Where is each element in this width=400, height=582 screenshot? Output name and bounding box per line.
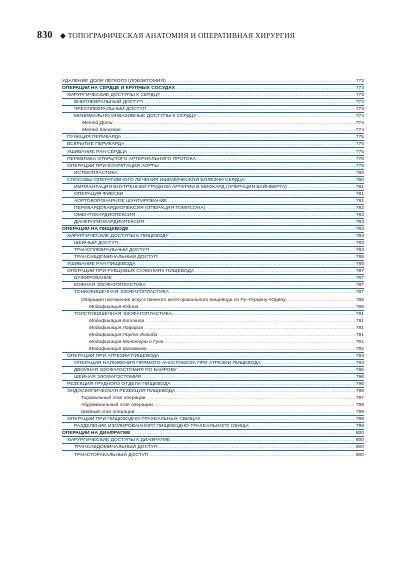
- toc-entry-page: 787: [355, 283, 364, 289]
- toc-entry-title: МИНИМАЛЬНО ИНВАЗИВНЫЕ ДОСТУПЫ К СЕРДЦУ: [74, 114, 197, 120]
- toc-entry-page: 784: [355, 248, 364, 254]
- toc-entry: [62, 345, 364, 352]
- toc-entry-title: ТРАНСПЛЕВРАЛЬНЫЙ ДОСТУП: [74, 248, 150, 254]
- toc-entry: [62, 246, 364, 253]
- toc-entry-page: 785: [355, 255, 364, 261]
- toc-entry: [62, 105, 364, 112]
- toc-entry-title: Модификация Лафарга: [89, 325, 144, 331]
- toc-entry-page: 780: [355, 177, 364, 183]
- entry-rule: [62, 450, 364, 451]
- entry-rule: [62, 380, 364, 381]
- toc-entry-title: ОПЕРАЦИИ ПРИ РУБЦОВЫХ СУЖЕНИЯХ ПИЩЕВОДА: [67, 269, 195, 275]
- toc-entry-title: ЭНДОСКОПИЧЕСКАЯ РЕЗЕКЦИЯ ПИЩЕВОДА: [67, 389, 176, 395]
- toc-entry-page: 800: [355, 452, 364, 458]
- toc-entry-page: 794: [355, 360, 364, 366]
- toc-entry-title: ХИРУРГИЧЕСКИЕ ДОСТУПЫ К ПИЩЕВОДУ: [67, 234, 169, 240]
- toc-entry: [62, 232, 364, 239]
- toc-entry-title: ПУНКЦИЯ ПЕРИКАРДА: [67, 135, 122, 141]
- entry-rule: [62, 218, 364, 219]
- toc-entry-page: 781: [355, 184, 364, 190]
- toc-entry-page: 773: [355, 86, 364, 92]
- entry-rule: [62, 84, 364, 85]
- entry-rule: [62, 232, 364, 233]
- entry-rule: [62, 443, 364, 444]
- toc-entry-title: КОЖНАЯ ЭЗОФАГОПЛАСТИКА: [74, 283, 146, 289]
- entry-rule: [62, 246, 364, 247]
- toc-entry: [62, 98, 364, 105]
- toc-entry-title: ОПЕРАЦИЯ ФИЕСКИ: [74, 191, 124, 197]
- toc-entry: [62, 218, 364, 225]
- toc-entry-title: ОПЕРАЦИИ ПРИ ПИЩЕВОДНО-ТРАХЕАЛЬНЫХ СВИЩАХ: [67, 417, 201, 423]
- toc-entry-page: 800: [355, 431, 364, 437]
- toc-entry: [62, 91, 364, 98]
- toc-entry-page: 774: [355, 107, 364, 113]
- toc-entry: [62, 225, 364, 232]
- toc-entry-title: ОПЕРАЦИИ НА ПИЩЕВОДЕ: [62, 227, 129, 233]
- page-header: [37, 30, 363, 44]
- entry-rule: [62, 422, 364, 423]
- entry-rule: [62, 366, 364, 367]
- toc-entry-title: Торакальный этап операции: [81, 396, 146, 402]
- toc-entry: [62, 176, 364, 183]
- toc-entry-title: ПЕРИКАРДОКАРДИОПЕКСИЯ (ОПЕРАЦИЯ ТОМПСОНА): [74, 205, 206, 211]
- toc-entry-page: 783: [355, 241, 364, 247]
- toc-entry: [62, 155, 364, 162]
- toc-entry-page: 799: [355, 417, 364, 423]
- toc-entry: [62, 253, 364, 260]
- toc-entry-page: 799: [355, 410, 364, 416]
- toc-entry-title: Модификация Шалимова: [89, 346, 147, 352]
- entry-rule: [62, 260, 364, 261]
- toc-entry: [62, 267, 364, 274]
- toc-entry-page: 778: [355, 156, 364, 162]
- toc-entry: [62, 359, 364, 366]
- table-of-contents: [62, 77, 364, 458]
- toc-entry-title: Метод Доти: [82, 121, 113, 127]
- toc-entry: [62, 197, 364, 204]
- toc-entry: [62, 415, 364, 422]
- entry-rule: [62, 133, 364, 134]
- toc-entry-title: ТРАНСАБДОМИНАЛЬНЫЙ ДОСТУП: [74, 445, 158, 451]
- toc-entry-title: ХИРУРГИЧЕСКИЕ ДОСТУПЫ К СЕРДЦУ: [67, 93, 161, 99]
- toc-entry-title: УШИВАНИЕ РАН СЕРДЦА: [67, 149, 128, 155]
- toc-entry-title: ЧРЕСПЛЕВРАЛЬНЫЙ ДОСТУП: [74, 107, 147, 113]
- toc-entry: [62, 317, 364, 324]
- entry-rule: [62, 267, 364, 268]
- toc-entry-title: Операция наложения искусственного антеторакального пищевода по Ру–Герцену–Юдину: [81, 297, 286, 303]
- toc-entry: [62, 126, 364, 133]
- toc-entry-page: 793: [355, 353, 364, 359]
- toc-entry: [62, 260, 364, 267]
- toc-entry-page: 789: [355, 297, 364, 303]
- toc-entry: [62, 162, 364, 169]
- entry-rule: [62, 91, 364, 92]
- entry-rule: [62, 387, 364, 388]
- entry-rule: [62, 429, 364, 430]
- toc-entry: [62, 352, 364, 359]
- toc-entry-title: Модификация Лорта-Жакоба: [89, 332, 158, 338]
- entry-rule: [62, 98, 364, 99]
- toc-entry: [62, 366, 364, 373]
- toc-entry-title: Модификация Юдина: [89, 304, 139, 310]
- toc-entry: [62, 190, 364, 197]
- toc-entry-title: ОПЕРАЦИИ НА СЕРДЦЕ И КРУПНЫХ СОСУДАХ: [62, 86, 176, 92]
- toc-entry-page: 782: [355, 205, 364, 211]
- page-number: 830: [37, 30, 53, 41]
- entry-rule: [62, 162, 364, 163]
- entry-rule: [62, 112, 364, 113]
- toc-entry-page: 783: [355, 219, 364, 225]
- entry-rule: [62, 197, 364, 198]
- toc-entry: [62, 204, 364, 211]
- entry-rule: [62, 253, 364, 254]
- toc-entry-title: Абдоминальный этап операции: [81, 403, 153, 409]
- toc-entry-page: 792: [355, 346, 364, 352]
- toc-entry-title: ДИАФРАГМОКАРДИОПЕКСИЯ: [74, 219, 145, 225]
- toc-entry-title: ХИРУРГИЧЕСКИЕ ДОСТУПЫ К ДИАФРАГМЕ: [67, 438, 171, 444]
- toc-entry: [62, 422, 364, 429]
- toc-entry-title: ДВОЙНАЯ ЭЗОФАГОСТОМИЯ ПО БАЙРОВУ: [74, 367, 177, 373]
- toc-entry-title: ИМПЛАНТАЦИЯ ВНУТРЕННЕЙ ГРУДНОЙ АРТЕРИИ В МИОКАРД (ОПЕРАЦИЯ ВАЙНБЕРГА): [74, 184, 287, 190]
- toc-entry-page: 791: [355, 311, 364, 317]
- entry-rule: [62, 140, 364, 141]
- toc-entry-title: ТРАНСАБДОМИНАЛЬНЫЙ ДОСТУП: [74, 255, 158, 261]
- entry-rule: [62, 436, 364, 437]
- toc-entry-page: 780: [355, 170, 364, 176]
- toc-entry-page: 773: [355, 79, 364, 85]
- toc-entry: [62, 310, 364, 317]
- toc-entry-title: ШЕЙНЫЙ ДОСТУП: [74, 241, 119, 247]
- toc-entry-title: ВСКРЫТИЕ ПЕРИКАРДА: [67, 142, 125, 148]
- entry-rule: [62, 204, 364, 205]
- toc-entry-title: СПОСОБЫ ОПЕРАТИВНОГО ЛЕЧЕНИЯ ИШЕМИЧЕСКОЙ БОЛЕЗНИ СЕРДЦА: [67, 177, 245, 183]
- toc-entry-page: 775: [355, 142, 364, 148]
- toc-entry: [62, 394, 364, 401]
- entry-rule: [62, 281, 364, 282]
- entry-rule: [62, 176, 364, 177]
- toc-entry: [62, 436, 364, 443]
- toc-entry-title: РАЗДЕЛЕНИЕ ИЗОЛИРОВАННОГО ПИЩЕВОДНО-ТРАХЕАЛЬНОГО СВИЩА: [74, 424, 249, 430]
- entry-rule: [62, 359, 364, 360]
- entry-rule: [62, 155, 364, 156]
- toc-entry-title: ОПЕРАЦИИ ПРИ КОАРКТАЦИИ АОРТЫ: [67, 163, 159, 169]
- toc-entry: [62, 387, 364, 394]
- toc-entry-title: ШЕЙНАЯ ЭЗОФАГОСТОМИЯ: [74, 375, 142, 381]
- toc-entry-page: 800: [355, 438, 364, 444]
- entry-rule: [62, 183, 364, 184]
- toc-entry-title: Шейный этап операции: [81, 410, 135, 416]
- entry-rule: [62, 225, 364, 226]
- toc-entry-page: 797: [355, 396, 364, 402]
- toc-entry: [62, 119, 364, 126]
- entry-rule: [62, 239, 364, 240]
- toc-entry-title: РЕЗЕКЦИЯ ГРУДНОГО ОТДЕЛА ПИЩЕВОДА: [67, 382, 171, 388]
- toc-entry-page: 796: [355, 382, 364, 388]
- toc-entry-page: 787: [355, 290, 364, 296]
- toc-entry-page: 774: [355, 128, 364, 134]
- toc-entry-page: 776: [355, 149, 364, 155]
- entry-rule: [62, 352, 364, 353]
- toc-entry: [62, 140, 364, 147]
- toc-entry-title: ОПЕРАЦИИ НА ДИАФРАГМЕ: [62, 431, 131, 437]
- toc-entry: [62, 281, 364, 288]
- toc-entry-title: ИСТМОПЛАСТИКА: [74, 170, 118, 176]
- dot-leader: [149, 453, 355, 458]
- toc-entry: [62, 169, 364, 176]
- toc-entry-page: 785: [355, 262, 364, 268]
- toc-entry: [62, 133, 364, 140]
- toc-entry: [62, 288, 364, 295]
- toc-entry-title: Модификация Киплинга: [89, 318, 145, 324]
- toc-entry-page: 796: [355, 389, 364, 395]
- entry-rule: [62, 274, 364, 275]
- toc-entry-title: ОПЕРАЦИЯ НАЛОЖЕНИЯ ПРЯМОГО АНАСТОМОЗА ПРИ АТРЕЗИИ ПИЩЕВОДА: [74, 360, 261, 366]
- toc-entry-page: 795: [355, 367, 364, 373]
- toc-entry-page: 773: [355, 100, 364, 106]
- toc-entry-page: 791: [355, 332, 364, 338]
- toc-entry-title: УДАЛЕНИЕ ДОЛИ ЛЁГКОГО (ЛОБЭКТОМИЯ): [62, 79, 166, 85]
- toc-entry: [62, 443, 364, 450]
- toc-entry-title: ТОНКОКИШЕЧНАЯ ЭЗОФАГОПЛАСТИКА: [74, 290, 169, 296]
- toc-entry: [62, 147, 364, 154]
- toc-entry-page: 791: [355, 339, 364, 345]
- toc-entry-page: 799: [355, 424, 364, 430]
- toc-entry: [62, 112, 364, 119]
- entry-rule: [62, 147, 364, 148]
- entry-rule: [62, 169, 364, 170]
- toc-entry: [62, 331, 364, 338]
- toc-entry: [62, 84, 364, 91]
- toc-entry: [62, 239, 364, 246]
- toc-entry-title: Модификация Монтегрю и Гула: [89, 339, 164, 345]
- toc-entry: [62, 183, 364, 190]
- toc-entry-title: АОРТОКОРОНАРНОЕ ШУНТИРОВАНИЕ: [74, 198, 168, 204]
- toc-entry-page: 789: [355, 304, 364, 310]
- toc-entry-page: 787: [355, 276, 364, 282]
- toc-entry-page: 798: [355, 403, 364, 409]
- toc-entry: [62, 408, 364, 415]
- toc-entry-page: 783: [355, 227, 364, 233]
- running-title: ◆ ТОПОГРАФИЧЕСКАЯ АНАТОМИЯ И ОПЕРАТИВНАЯ ХИРУРГИЯ: [60, 30, 295, 40]
- toc-entry-page: 796: [355, 375, 364, 381]
- toc-entry-page: 775: [355, 135, 364, 141]
- toc-entry-page: 787: [355, 269, 364, 275]
- toc-entry-page: 800: [355, 445, 364, 451]
- toc-entry-page: 774: [355, 114, 364, 120]
- toc-entry-page: 779: [355, 163, 364, 169]
- toc-entry: [62, 324, 364, 331]
- toc-entry: [62, 338, 364, 345]
- entry-rule: [62, 105, 364, 106]
- toc-entry: [62, 450, 364, 457]
- toc-entry-page: 781: [355, 198, 364, 204]
- entry-rule: [62, 310, 364, 311]
- toc-entry-page: 773: [355, 93, 364, 99]
- toc-entry: [62, 211, 364, 218]
- toc-entry: [62, 274, 364, 281]
- toc-entry-page: 783: [355, 234, 364, 240]
- toc-entry: [62, 303, 364, 310]
- entry-rule: [62, 288, 364, 289]
- toc-entry-title: ОМЕНТОКАРДИОПЕКСИЯ: [74, 212, 136, 218]
- toc-entry-page: 791: [355, 325, 364, 331]
- toc-entry-title: БУЖИРОВАНИЕ: [74, 276, 112, 282]
- toc-entry: [62, 429, 364, 436]
- toc-entry-page: 781: [355, 191, 364, 197]
- entry-rule: [62, 415, 364, 416]
- toc-entry-page: 774: [355, 121, 364, 127]
- toc-entry-page: 783: [355, 212, 364, 218]
- entry-rule: [62, 190, 364, 191]
- toc-entry-title: ТОЛСТОКИШЕЧНАЯ ЭЗОФАГОПЛАСТИКА: [74, 311, 172, 317]
- toc-entry-title: ВНЕПЛЕВРАЛЬНЫЙ ДОСТУП: [74, 100, 143, 106]
- entry-rule: [62, 211, 364, 212]
- toc-entry-title: ПЕРЕВЯЗКА ОТКРЫТОГО АРТЕРИАЛЬНОГО ПРОТОКА: [67, 156, 196, 162]
- toc-entry: [62, 77, 364, 84]
- entry-rule: [62, 373, 364, 374]
- toc-entry-title: УШИВАНИЕ РАН ПИЩЕВОДА: [67, 262, 136, 268]
- toc-entry-title: Метод Касегава: [82, 128, 121, 134]
- toc-entry: [62, 295, 364, 302]
- toc-entry-title: ТРАНСТОРАКАЛЬНЫЙ ДОСТУП: [74, 452, 149, 458]
- toc-entry: [62, 373, 364, 380]
- toc-entry: [62, 380, 364, 387]
- toc-entry-title: ОПЕРАЦИИ ПРИ АТРЕЗИИ ПИЩЕВОДА: [67, 353, 160, 359]
- toc-entry: [62, 401, 364, 408]
- toc-entry-page: 791: [355, 318, 364, 324]
